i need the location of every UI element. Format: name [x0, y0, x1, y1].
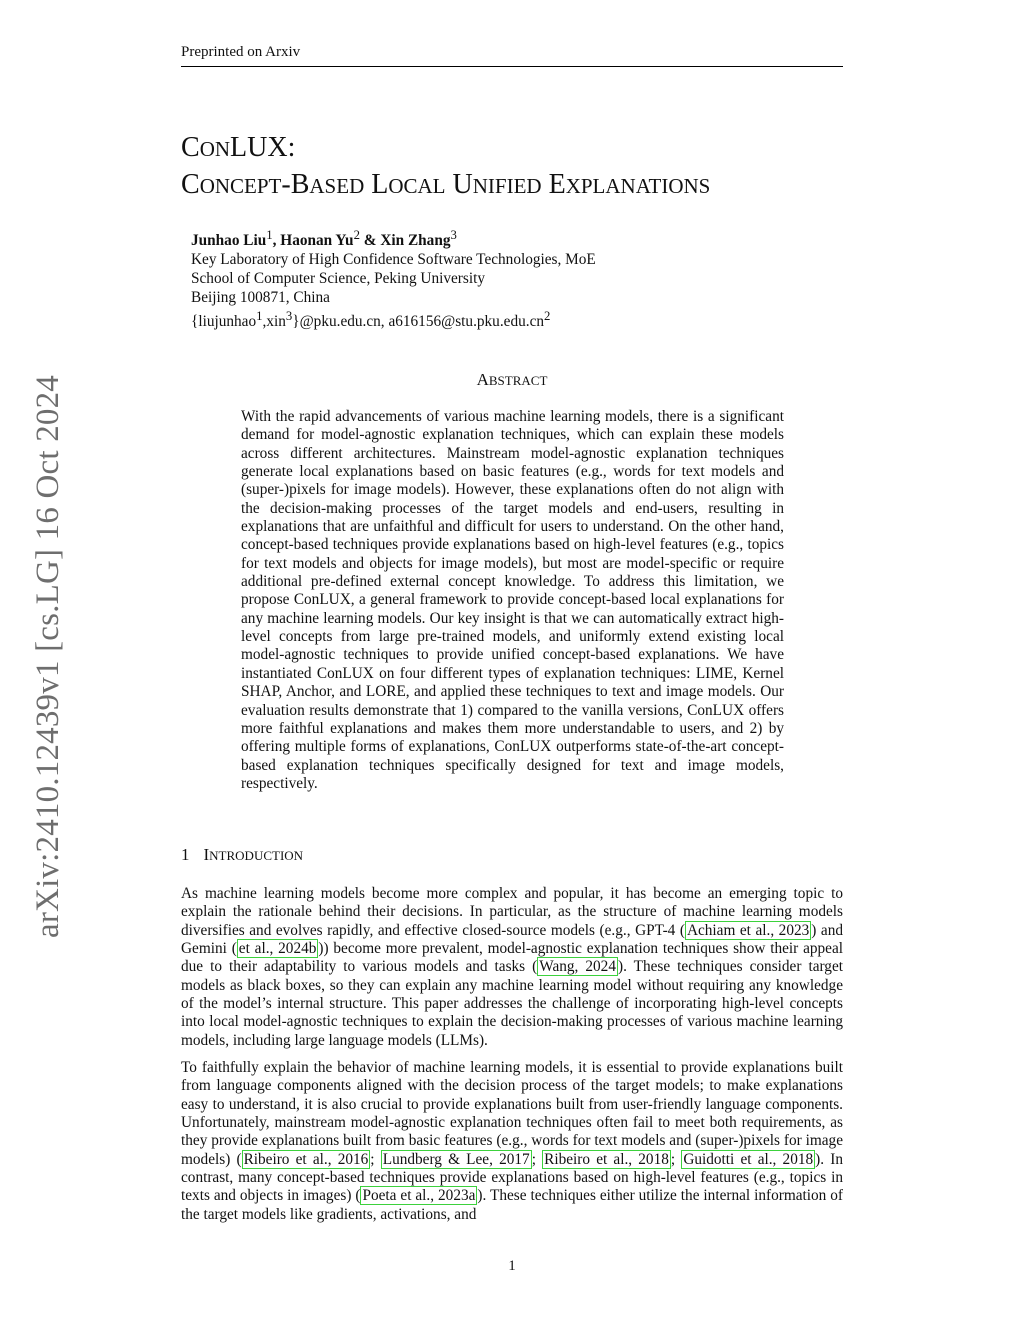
citation-link[interactable]: Ribeiro et al., 2018 [544, 1150, 669, 1168]
citation-link[interactable]: Lundberg & Lee, 2017 [382, 1150, 530, 1168]
author-names: Junhao Liu$^1$, Haonan Yu$^2$ & Xin Zhang$^3$ [191, 228, 457, 250]
abstract-text: With the rapid advancements of various machine learning models, there is a significant demand for model-agnostic explanation techniques, which can explain these models across different architectures. Mainstream model-agnostic explanation techniques generate local explanations based on basic features (e.g., words for text models and (super-)pixels for image models). However, these explanations often do not align with the decision-making processes of the target models and end-users, resulting in explanations that are unfaithful and difficult for users to understand. On the other hand, concept-based techniques provide explanations based on high-level features (e.g., topics for text models and objects for image models), but most are model-specific or require additional pre-defined external concept knowledge. To address this limitation, we propose ConLUX, a general framework to provide concept-based local explanations for any machine learning models. Our key insight is that we can automatically extract high-level concepts from large pre-trained models, and uniformly extend existing local model-agnostic techniques to provide unified concept-based explanations. We have instantiated ConLUX on four different types of explanation techniques: LIME, Kernel SHAP, Anchor, and LORE, and applied these techniques to text and image models. Our evaluation results demonstrate that 1) compared to the vanilla versions, ConLUX offers more faithful explanations and makes them more understandable to users, and 2) by offering multiple forms of explanations, ConLUX outperforms state-of-the-art concept-based explanation techniques specifically designed for text and image models, respectively. [241, 408, 784, 792]
citation-link[interactable]: Wang, 2024 [539, 958, 616, 976]
arxiv-identifier: arXiv:2410.12439v1 [cs.LG] 16 Oct 2024 [30, 374, 66, 938]
intro-paragraph-2: To faithfully explain the behavior of machine learning models, it is essential to provide explanations built from language components aligned with the decision process of the target models; to make explanations easy to understand, it is also crucial to provide explanations built from user-friendly language components. Unfortunately, mainstream model-agnostic explanation techniques often fail to meet both requirements, as they provide explanations built from basic features (e.g., words for text models and (super-)pixels for image models) ( Ribeiro et al., 2016 ; Lundberg & Lee, 2017 ; Ribeiro et al., 2018 ; Guidotti et al., 2018 ). In contrast, many concept-based techniques provide explanations based on high-level features (e.g., topics in texts and objects in images) ( Poeta et al., 2023a ). These techniques either utilize the internal information of the target models like gradients, activations, and [181, 1059, 844, 1223]
abstract-heading: ABSTRACT [476, 370, 548, 389]
title-line-2: CONCEPT-BASED LOCAL UNIFIED EXPLANATIONS [181, 169, 711, 200]
citation-link[interactable]: Poeta et al., 2023a [362, 1187, 476, 1205]
affiliation-line: Key Laboratory of High Confidence Software Technologies, MoE [191, 251, 596, 269]
paper-title [181, 130, 710, 204]
author-block [191, 226, 596, 331]
intro-paragraph-1: As machine learning models become more complex and popular, it has become an emerging topic to explain the rationale behind their decisions. In particular, as the structure of machine learning models diversifies and evolves rapidly, and effective closed-source models (e.g., GPT-4 ( Achiam et al., 2023 ) and Gemini ( et al., 2024b )) become more prevalent, model-agnostic explanation techniques show their appeal due to their adaptability to various models and tasks ( Wang, 2024 ). These techniques consider target models as black boxes, so they can explain any machine learning model without requiring any knowledge of the model’s internal structure. This paper addresses the challenge of incorporating high-level concepts into local model-agnostic techniques to explain the decision-making processes of various machine learning models, including large language models (LLMs). [181, 885, 843, 1049]
citation-link[interactable]: Ribeiro et al., 2016 [243, 1150, 369, 1168]
citation-link[interactable]: Achiam et al., 2023 [686, 921, 810, 939]
affiliation-line: Beijing 100871, China [191, 289, 330, 307]
affiliation-line: School of Computer Science, Peking University [191, 270, 485, 288]
header-rule [181, 66, 843, 67]
section-heading-introduction: 1 INTRODUCTION [181, 845, 304, 864]
citation-link[interactable]: Guidotti et al., 2018 [683, 1150, 814, 1168]
running-head: Preprinted on Arxiv [181, 44, 301, 60]
citation-link[interactable]: et al., 2024b [238, 940, 317, 958]
author-emails: {liujunhao$^1$,xin$^3$}@pku.edu.cn, $a616156@stu.pku.edu.cn^2$ [191, 309, 551, 331]
title-line-1: CONLUX: [181, 132, 296, 163]
page-number: 1 [508, 1258, 516, 1274]
